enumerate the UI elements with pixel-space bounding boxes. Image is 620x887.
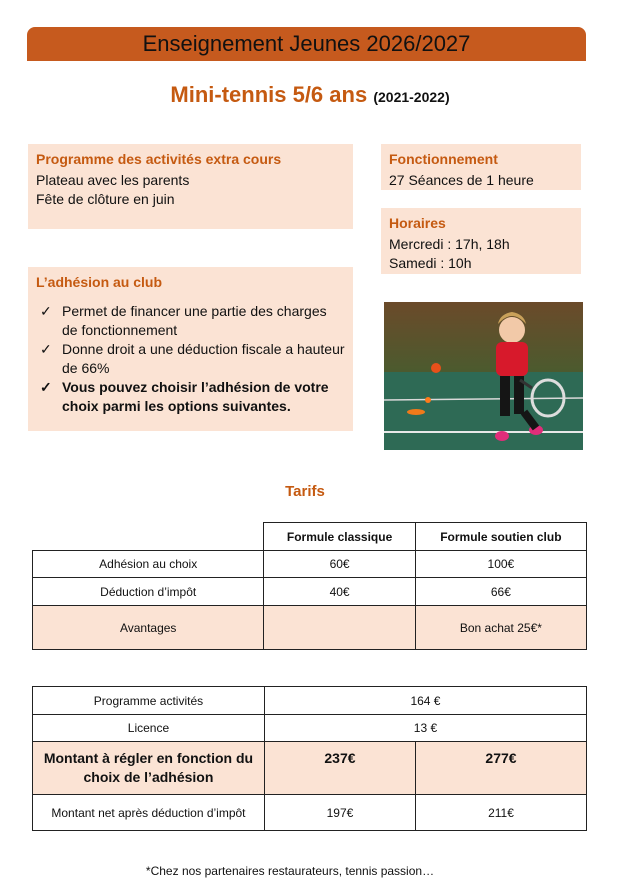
subtitle-years: (2021-2022) [373,89,450,105]
banner-title: Enseignement Jeunes 2026/2027 [27,27,586,61]
row-label: Licence [33,715,265,742]
cell-soutien: 100€ [415,551,586,578]
fonctionnement-text: 27 Séances de 1 heure [389,172,534,188]
total-classique: 237€ [264,742,415,795]
tarifs-title: Tarifs [285,483,325,500]
table-row [33,715,587,742]
row-label: Avantages [33,606,264,650]
table-row [33,687,587,715]
horaires-heading: Horaires [389,215,446,231]
cell-classique [264,606,415,650]
table-row [33,578,587,606]
programme-line: Plateau avec les parents [36,172,190,188]
adhesion-item: ✓ Donne droit a une déduction fiscale a hauteur de 66% [40,341,345,376]
table-row [33,606,587,650]
row-label: Montant net après déduction d’impôt [33,795,265,831]
adhesion-heading: L’adhésion au club [36,274,163,290]
adhesion-item: ✓ Permet de financer une partie des charges de fonctionnement [40,303,327,338]
table-row [33,551,587,578]
adhesion-list [36,302,345,416]
footnote: *Chez nos partenaires restaurateurs, tennis passion… [145,864,435,878]
cell-soutien: Bon achat 25€* [415,606,586,650]
horaires-line: Samedi : 10h [389,255,472,271]
horaires-line: Mercredi : 17h, 18h [389,236,510,252]
programme-heading: Programme des activités extra cours [36,151,282,167]
cell-soutien: 66€ [415,578,586,606]
fonctionnement-heading: Fonctionnement [389,151,498,167]
net-classique: 197€ [264,795,415,831]
horaires-box [381,208,581,274]
column-header-classique: Formule classique [264,523,415,551]
row-label: Adhésion au choix [33,551,264,578]
programme-line: Fête de clôture en juin [36,191,175,207]
cell-classique: 60€ [264,551,415,578]
row-label: Déduction d’impôt [33,578,264,606]
checkmark-icon: ✓ [40,303,52,319]
total-soutien: 277€ [416,742,587,795]
programme-box [28,144,353,229]
adhesion-box [28,267,353,431]
subtitle-text: Mini-tennis 5/6 ans [170,82,368,107]
row-label: Programme activités [33,687,265,715]
programme-value: 164 € [264,687,586,715]
fonctionnement-box [381,144,581,190]
child-tennis-photo [384,302,583,450]
table-row [33,742,587,795]
checkmark-icon: ✓ [40,379,52,395]
table-row [33,795,587,831]
adhesion-item: ✓ Vous pouvez choisir l’adhésion de votre choix parmi les options suivantes. [40,379,329,414]
column-header-soutien: Formule soutien club [415,523,586,551]
page-subtitle [0,82,620,108]
cell-classique: 40€ [264,578,415,606]
tarifs-table [32,522,587,650]
montants-table [32,686,587,831]
total-label: Montant à régler en fonction du choix de l’adhésion [33,742,265,795]
licence-value: 13 € [264,715,586,742]
net-soutien: 211€ [416,795,587,831]
checkmark-icon: ✓ [40,341,52,357]
